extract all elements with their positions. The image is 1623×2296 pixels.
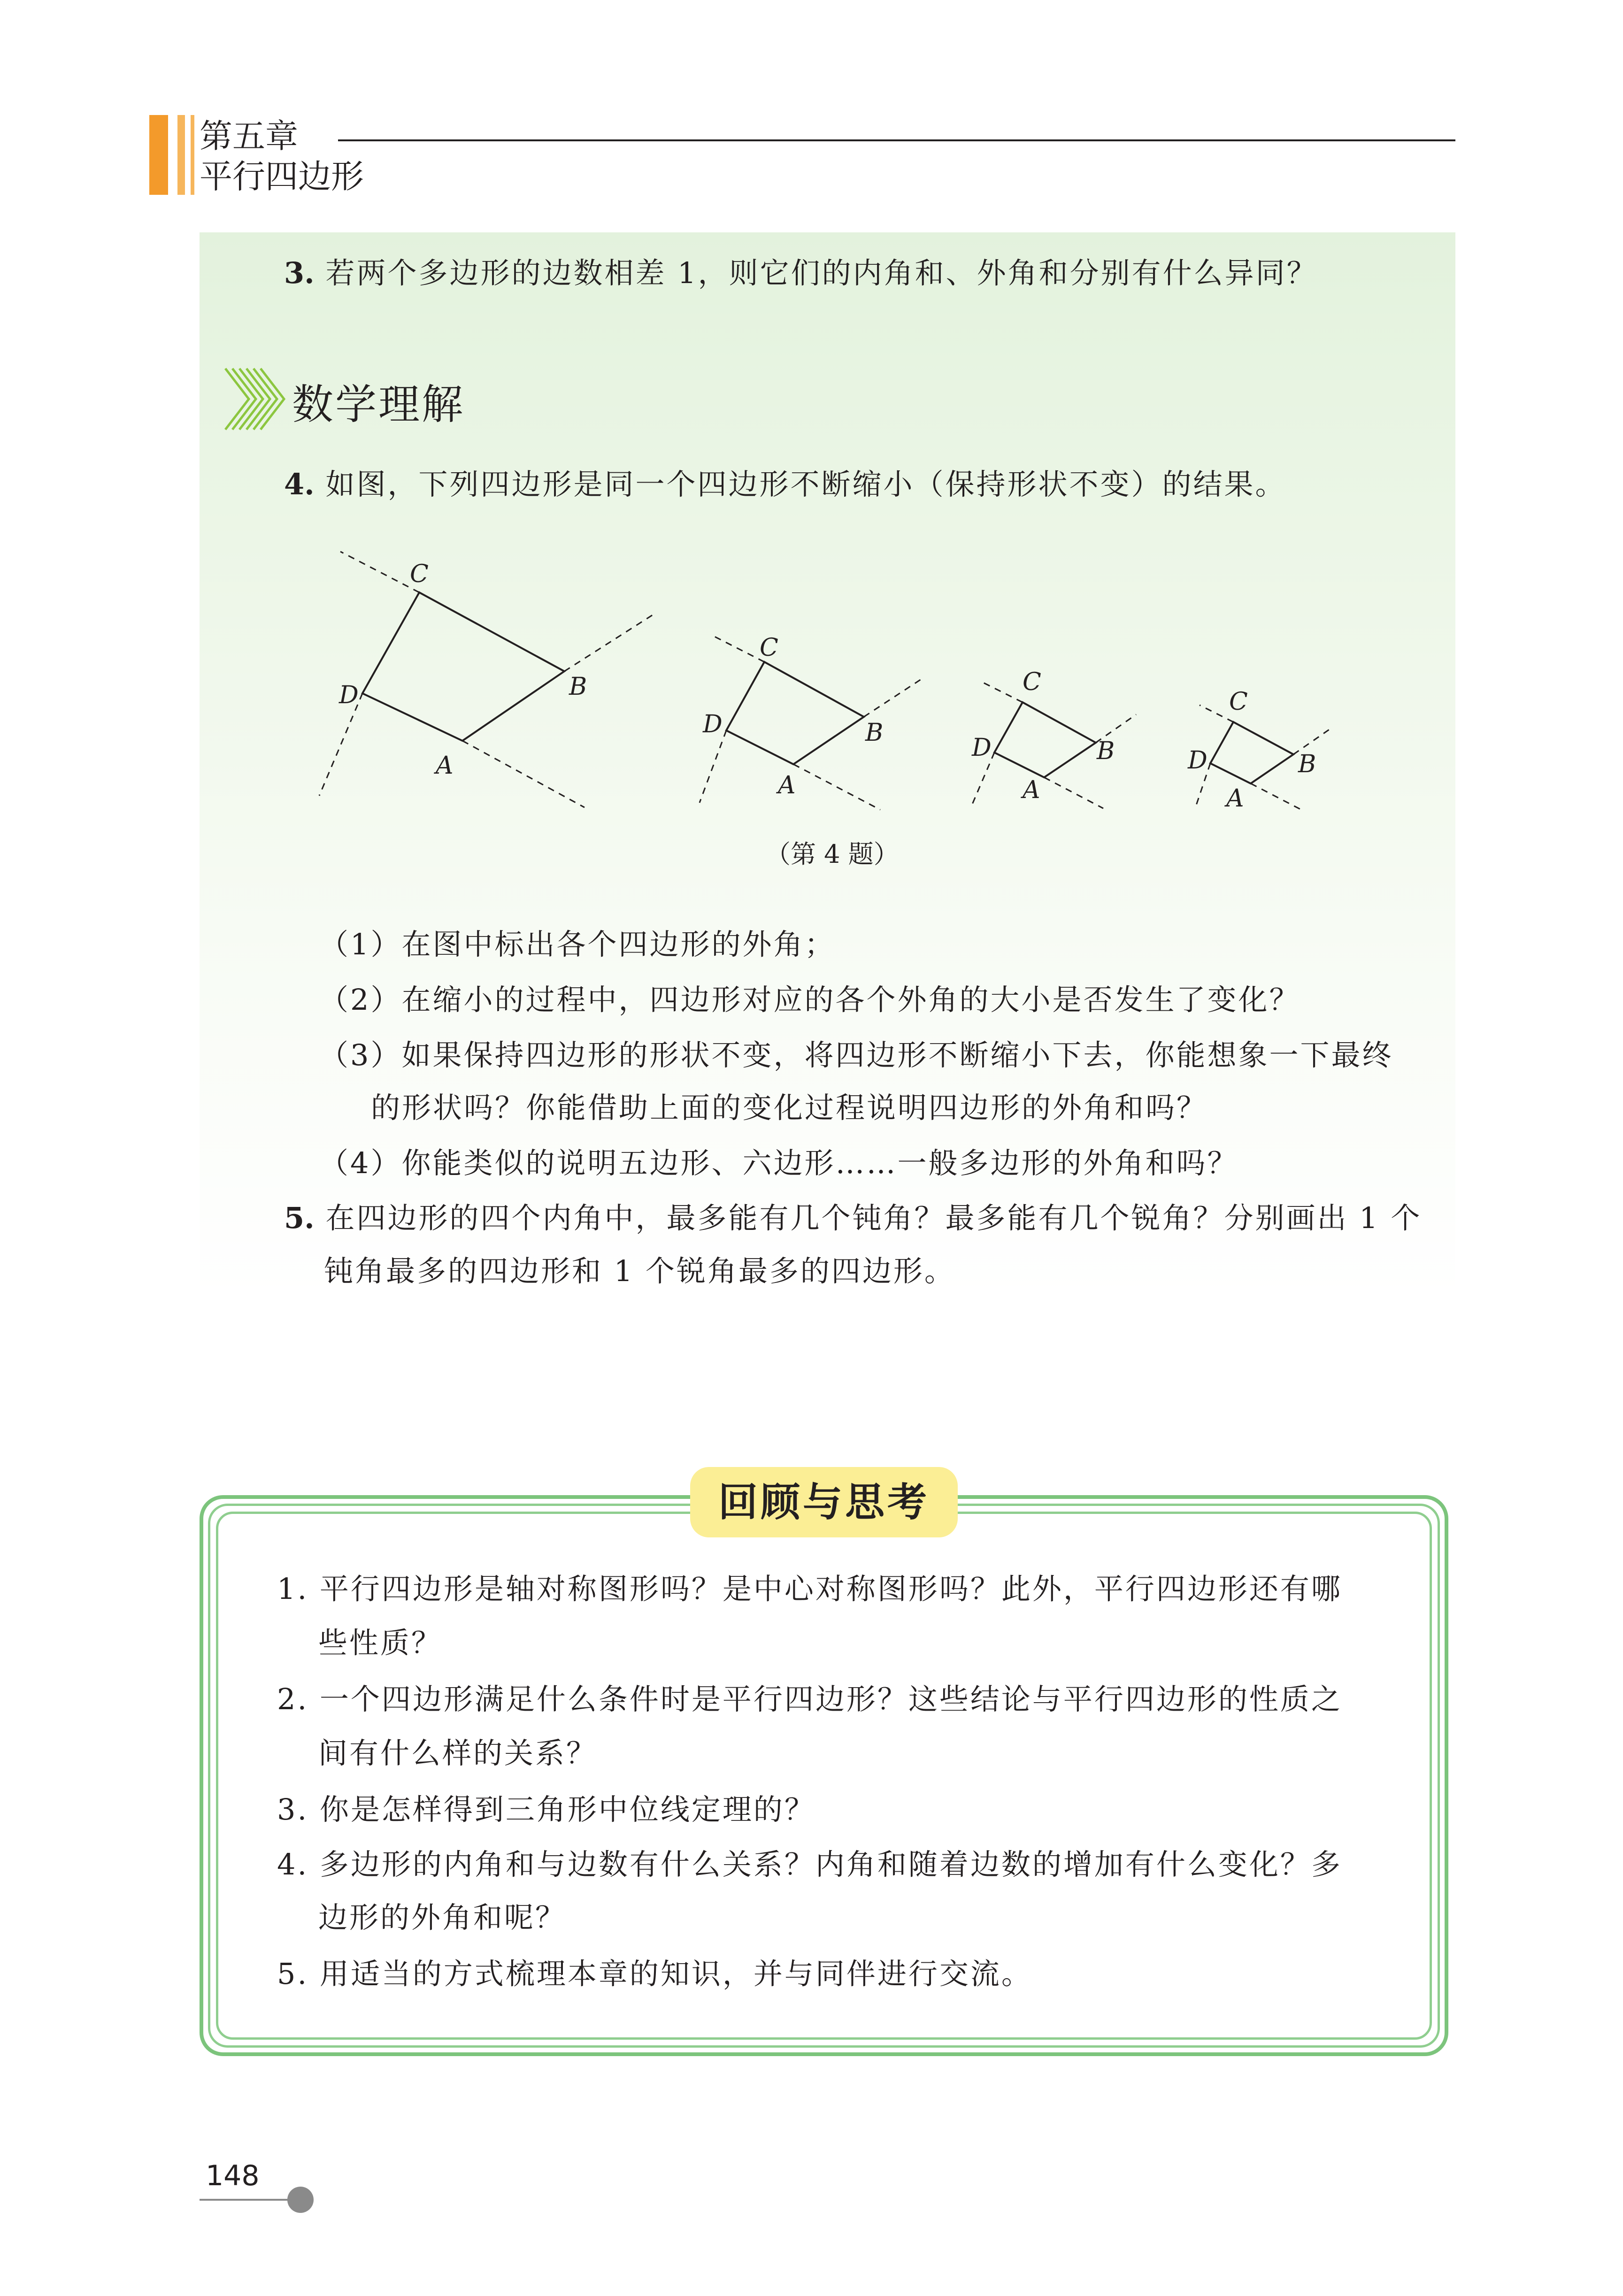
figure-label: C <box>1023 668 1041 696</box>
exercise-number: 3. <box>284 256 315 290</box>
subitem-2 <box>319 981 1300 1019</box>
subitem-text: 你能类似的说明五边形、六边形……一般多边形的外角和吗？ <box>401 1146 1238 1180</box>
section-chevron-icon <box>223 364 289 434</box>
figure-label: B <box>865 719 884 747</box>
figure-label: B <box>1298 750 1316 778</box>
subitem-3-continued: 的形状吗？你能借助上面的变化过程说明四边形的外角和吗？ <box>371 1090 1208 1125</box>
section-title: 数学理解 <box>292 380 465 429</box>
subitem-4 <box>319 1144 1238 1182</box>
figure-label: B <box>1097 737 1115 765</box>
figure-label: D <box>1188 746 1208 775</box>
page-number: 148 <box>206 2159 260 2192</box>
review-item-number: 3. <box>277 1792 309 1827</box>
review-item-2-continued: 间有什么样的关系？ <box>318 1736 598 1770</box>
figure-label: A <box>778 771 796 799</box>
exercise-number: 4. <box>284 467 315 501</box>
chapter-title: 平行四边形 <box>200 157 364 196</box>
review-item-4-continued: 边形的外角和呢？ <box>318 1900 567 1935</box>
subitem-text: 如果保持四边形的形状不变，将四边形不断缩小下去，你能想象一下最终 <box>401 1038 1393 1072</box>
figure-label: D <box>703 710 723 738</box>
figure-label: D <box>972 734 992 762</box>
exercise-text: 在四边形的四个内角中，最多能有几个钝角？最多能有几个锐角？分别画出 1 个 <box>325 1201 1422 1235</box>
review-item-text: 你是怎样得到三角形中位线定理的？ <box>319 1792 815 1827</box>
review-item-number: 1. <box>277 1572 309 1606</box>
subitem-text: 在缩小的过程中，四边形对应的各个外角的大小是否发生了变化？ <box>401 983 1300 1017</box>
chapter-label: 第五章 <box>200 117 298 155</box>
review-item-5 <box>277 1955 1032 1993</box>
review-item-number: 4. <box>277 1847 309 1881</box>
subitem-1 <box>319 926 835 963</box>
exercise-5 <box>284 1199 1422 1237</box>
chapter-accent-bar-thinnest <box>191 115 194 195</box>
figure-label: C <box>1229 688 1248 716</box>
quadrilateral-figure <box>300 540 1352 822</box>
review-item-1 <box>277 1570 1342 1608</box>
review-title-badge: 回顾与思考 <box>690 1467 958 1537</box>
review-item-4 <box>277 1846 1342 1883</box>
subitem-text: 在图中标出各个四边形的外角； <box>401 927 836 961</box>
figure-label: B <box>569 673 587 701</box>
review-item-number: 5. <box>277 1957 309 1991</box>
subitem-3 <box>319 1037 1393 1074</box>
page-number-rule <box>200 2199 296 2201</box>
review-item-text: 用适当的方式梳理本章的知识，并与同伴进行交流。 <box>319 1957 1032 1991</box>
subitem-label: （3） <box>319 1038 402 1072</box>
chapter-accent-bar <box>149 115 168 195</box>
review-item-2 <box>277 1681 1342 1718</box>
subitem-label: （1） <box>319 927 402 961</box>
review-item-3 <box>277 1791 815 1828</box>
exercise-4 <box>284 466 1286 503</box>
review-item-text: 多边形的内角和与边数有什么关系？内角和随着边数的增加有什么变化？多 <box>319 1847 1342 1881</box>
review-item-number: 2. <box>277 1682 309 1716</box>
review-item-1-continued: 些性质？ <box>318 1626 443 1660</box>
subitem-label: （2） <box>319 983 402 1017</box>
figure-label: A <box>1023 776 1040 804</box>
chapter-accent-bar-thin <box>177 115 185 195</box>
exercise-text: 若两个多边形的边数相差 1，则它们的内角和、外角和分别有什么异同？ <box>325 256 1318 290</box>
exercise-number: 5. <box>284 1201 315 1235</box>
review-item-text: 平行四边形是轴对称图形吗？是中心对称图形吗？此外，平行四边形还有哪 <box>319 1572 1342 1606</box>
figure-caption: （第 4 题） <box>765 839 899 869</box>
figure-label: C <box>410 560 429 588</box>
exercise-3 <box>284 254 1318 292</box>
exercise-text: 如图，下列四边形是同一个四边形不断缩小（保持形状不变）的结果。 <box>325 467 1286 501</box>
page-number-dot-icon <box>287 2187 314 2213</box>
subitem-label: （4） <box>319 1146 402 1180</box>
figure-label: A <box>1226 784 1244 813</box>
exercise-5-continued: 钝角最多的四边形和 1 个锐角最多的四边形。 <box>324 1254 955 1288</box>
header-rule <box>338 139 1455 141</box>
figure-label: C <box>760 634 778 662</box>
figure-label: D <box>339 681 359 709</box>
review-item-text: 一个四边形满足什么条件时是平行四边形？这些结论与平行四边形的性质之 <box>319 1682 1342 1716</box>
figure-label: A <box>436 752 454 780</box>
